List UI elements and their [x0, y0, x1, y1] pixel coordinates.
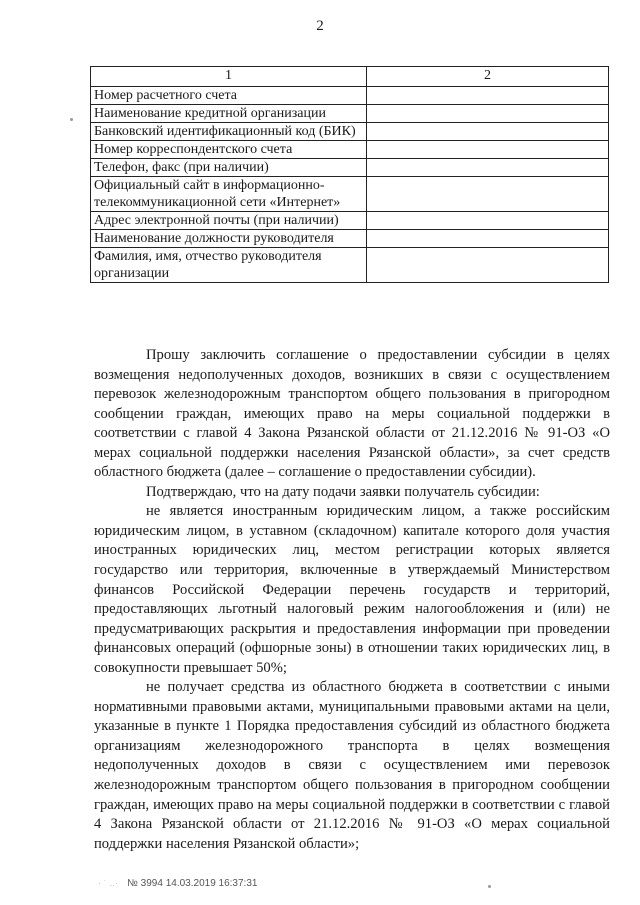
row-value — [367, 87, 609, 105]
table-header-row — [91, 67, 609, 87]
row-value — [367, 141, 609, 159]
row-label: Номер корреспондентского счета — [91, 141, 367, 159]
row-value — [367, 248, 609, 283]
row-value — [367, 123, 609, 141]
table-row — [91, 159, 609, 177]
column-header-2: 2 — [367, 67, 609, 87]
row-value — [367, 105, 609, 123]
table-row — [91, 123, 609, 141]
scan-speck-icon — [488, 885, 491, 888]
condition-not-foreign-entity: не является иностранным юридическим лицом, а также российским юридическим лицом, в уставном (складочном) капитале которого доля участия иностранных юридических лиц, местом регистрации которых является государство или территория, включенные в утверждаемый Министерством финансов Российской Федерации перечень государств и территорий, предоставляющих льготный налоговый режим налогообложения и (или) не предусматривающих раскрытия и предоставления информации при проведении финансовых операций (офшорные зоны) в отношении таких юридических лиц, в совокупности превышает 50%; — [94, 503, 610, 676]
row-label: Наименование кредитной организации — [91, 105, 367, 123]
bank-details-table — [90, 66, 609, 283]
registration-stamp-text: № 3994 14.03.2019 16:37:31 — [127, 878, 258, 889]
confirmation-intro: Подтверждаю, что на дату подачи заявки получатель субсидии: — [146, 483, 540, 500]
table-row — [91, 141, 609, 159]
row-label: Фамилия, имя, отчество руководителя организации — [91, 248, 367, 283]
table-row — [91, 105, 609, 123]
row-label: Банковский идентификационный код (БИК) — [91, 123, 367, 141]
row-label: Официальный сайт в информационно-телекоммуникационной сети «Интернет» — [91, 177, 367, 212]
page-number: 2 — [316, 18, 324, 34]
table-row — [91, 177, 609, 212]
row-label: Наименование должности руководителя — [91, 230, 367, 248]
table-row — [91, 87, 609, 105]
row-value — [367, 177, 609, 212]
scan-speck-icon — [70, 118, 73, 121]
row-value — [367, 212, 609, 230]
table-row — [91, 230, 609, 248]
row-label: Номер расчетного счета — [91, 87, 367, 105]
row-value — [367, 159, 609, 177]
request-paragraph: Прошу заключить соглашение о предоставлении субсидии в целях возмещения недополученных доходов, возникших в связи с осуществлением перевозок железнодорожным транспортом общего пользования в пригородном сообщении граждан, имеющих право на меры социальной поддержки в соответствии с главой 4 Закона Рязанской области от 21.12.2016 № 91-ОЗ «О мерах социальной поддержки населения Рязанской области», за счет средств областного бюджета (далее – соглашение о предоставлении субсидии). — [94, 347, 610, 481]
column-header-1: 1 — [91, 67, 367, 87]
condition-no-other-funds: не получает средства из областного бюджета в соответствии с иными нормативными правовыми актами, муниципальными правовыми актами на цели, указанные в пункте 1 Порядка предоставления субсидий из областного бюджета организациям железнодорожного транспорта в целях возмещения недополученных доходов в связи с осуществлением ими перевозок железнодорожным транспортом общего пользования в пригородном сообщении граждан, имеющих право на меры социальной поддержки в соответствии с главой 4 Закона Рязанской области от 21.12.2016 № 91-ОЗ «О мерах социальной поддержки населения Рязанской области»; — [94, 679, 610, 852]
table-row — [91, 248, 609, 283]
application-body — [94, 346, 610, 854]
row-value — [367, 230, 609, 248]
scan-mark-icon: · ˙ ..· — [98, 879, 119, 888]
row-label: Телефон, факс (при наличии) — [91, 159, 367, 177]
table-row — [91, 212, 609, 230]
registration-stamp — [98, 878, 257, 889]
row-label: Адрес электронной почты (при наличии) — [91, 212, 367, 230]
